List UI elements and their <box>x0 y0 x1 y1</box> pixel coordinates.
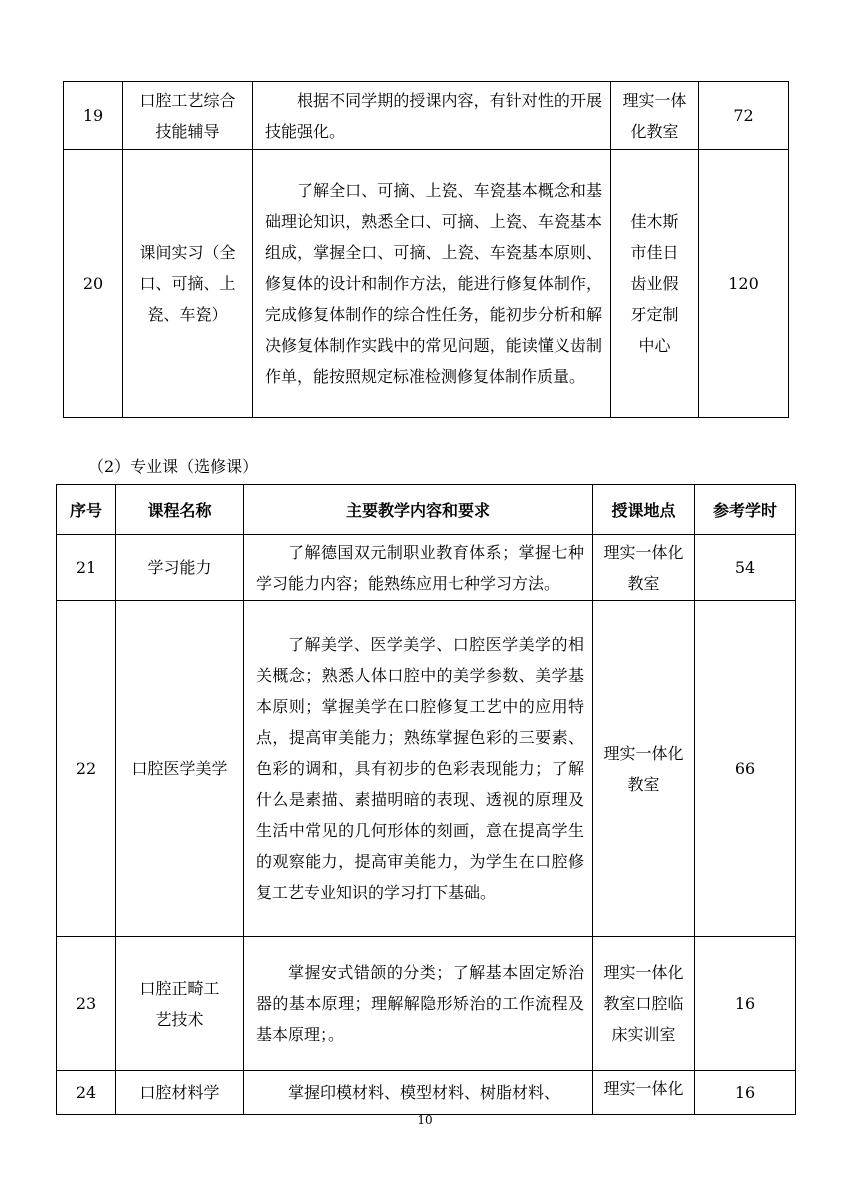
header-name: 课程名称 <box>116 485 244 535</box>
course-location: 理实一体化 <box>593 1071 695 1115</box>
course-hours: 66 <box>695 601 796 937</box>
course-hours: 16 <box>695 937 796 1071</box>
course-table-continued <box>63 81 789 418</box>
table-row <box>57 1071 796 1115</box>
header-hours: 参考学时 <box>695 485 796 535</box>
section-heading: （2）专业课（选修课） <box>88 457 259 476</box>
header-location: 授课地点 <box>593 485 695 535</box>
course-content: 了解美学、医学美学、口腔医学美学的相关概念；熟悉人体口腔中的美学参数、美学基本原则；掌握美学在口腔修复工艺中的应用特点，提高审美能力；熟练掌握色彩的三要素、色彩的调和，具有初步的色彩表现能力；了解什么是素描、素描明暗的表现、透视的原理及生活中常见的几何形体的刻画，意在提高学生的观察能力，提高审美能力，为学生在口腔修复工艺专业知识的学习打下基础。 <box>244 601 593 937</box>
table-row <box>57 535 796 601</box>
course-location: 理实一体化教室口腔临床实训室 <box>593 937 695 1071</box>
course-content: 了解全口、可摘、上瓷、车瓷基本概念和基础理论知识，熟悉全口、可摘、上瓷、车瓷基本组成，掌握全口、可摘、上瓷、车瓷基本原则、修复体的设计和制作方法，能进行修复体制作，完成修复体制作的综合性任务，能初步分析和解决修复体制作实践中的常见问题，能读懂义齿制作单，能按照规定标准检测修复体制作质量。 <box>253 150 611 418</box>
course-number: 20 <box>64 150 123 418</box>
header-number: 序号 <box>57 485 116 535</box>
course-name: 课间实习（全口、可摘、上瓷、车瓷） <box>123 150 253 418</box>
course-content: 根据不同学期的授课内容，有针对性的开展技能强化。 <box>253 82 611 150</box>
table-row <box>57 601 796 937</box>
course-location: 理实一体化教室 <box>593 601 695 937</box>
course-location: 理实一体化教室 <box>611 82 699 150</box>
course-hours: 16 <box>695 1071 796 1115</box>
course-number: 21 <box>57 535 116 601</box>
table-row <box>64 82 789 150</box>
course-hours: 54 <box>695 535 796 601</box>
page-number: 10 <box>417 1113 433 1127</box>
header-content: 主要教学内容和要求 <box>244 485 593 535</box>
course-number: 19 <box>64 82 123 150</box>
course-hours: 120 <box>699 150 789 418</box>
course-name: 口腔正畸工艺技术 <box>116 937 244 1071</box>
course-name: 学习能力 <box>116 535 244 601</box>
course-number: 23 <box>57 937 116 1071</box>
course-name: 口腔医学美学 <box>116 601 244 937</box>
course-number: 22 <box>57 601 116 937</box>
course-location: 理实一体化教室 <box>593 535 695 601</box>
course-content: 掌握安式错颌的分类；了解基本固定矫治器的基本原理；理解解隐形矫治的工作流程及基本原理；。 <box>244 937 593 1071</box>
course-name: 口腔工艺综合技能辅导 <box>123 82 253 150</box>
course-number: 24 <box>57 1071 116 1115</box>
course-content: 掌握印模材料、模型材料、树脂材料、 <box>244 1071 593 1115</box>
elective-course-table <box>56 484 796 1115</box>
table-header-row <box>57 485 796 535</box>
course-name: 口腔材料学 <box>116 1071 244 1115</box>
course-location: 佳木斯市佳日齿业假牙定制中心 <box>611 150 699 418</box>
course-hours: 72 <box>699 82 789 150</box>
course-content: 了解德国双元制职业教育体系；掌握七种学习能力内容；能熟练应用七种学习方法。 <box>244 535 593 601</box>
table-row <box>57 937 796 1071</box>
table-row <box>64 150 789 418</box>
